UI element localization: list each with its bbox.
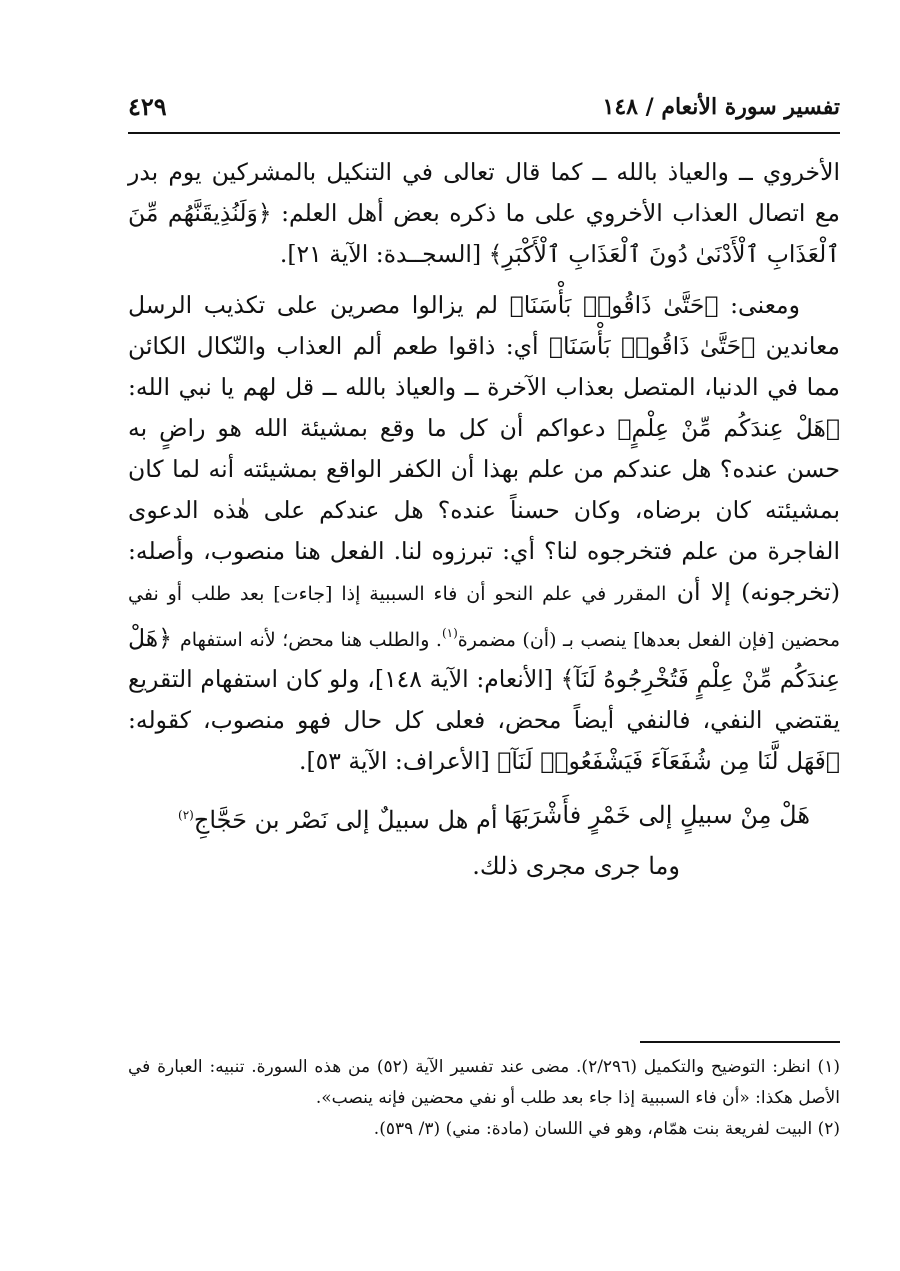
footnote-2: (٢) البيت لفريعة بنت همّام، وهو في اللسان (مادة: مني) (٣/ ٥٣٩). bbox=[373, 1119, 840, 1139]
page-header bbox=[128, 90, 840, 124]
poetry-verse bbox=[128, 792, 840, 889]
paragraph-2-end: ﴿هَلْ عِندَكُم مِّنْ عِلْمٍ فَتُخْرِجُوهُ لَنَآ﴾ [الأنعام: الآية ١٤٨]، ولو كان استفهام التقريع يقتضي النفي، فالنفي أيضاً محض، فعلى كل حال فهو منصوب، كقوله: ﴿فَهَل لَّنَا مِن شُفَعَآءَ فَيَشْفَعُوا۟ لَنَآ﴾ [الأعراف: الآية ٥٣]. bbox=[128, 623, 841, 775]
footnote-1: (١) انظر: التوضيح والتكميل (٢/٢٩٦). مضى عند تفسير الآية (٥٢) من هذه السورة. تنبيه: العبارة في الأصل هكذا: «أن فاء السببية إذا جاء بعد طلب أو نفي محضين فإنه ينصب». bbox=[128, 1057, 840, 1108]
page-number: ٤٢٩ bbox=[128, 92, 167, 121]
paragraph-2-small: المقرر في علم النحو أن فاء السببية إذا [جاءت] بعد طلب أو نفي محضين [فإن الفعل بعدها] ينصب بـ (أن) مضمرة bbox=[128, 583, 840, 651]
footnote-rule bbox=[640, 1041, 840, 1043]
verse-row bbox=[128, 792, 840, 843]
verse-second-half-wrap bbox=[178, 792, 498, 843]
paragraph-2-text: ومعنى: ﴿حَتَّىٰ ذَاقُوا۟ بَأْسَنَا﴾ لم يزالوا مصرين على تكذيب الرسل معاندين ﴿حَتَّىٰ ذَاقُوا۟ بَأْسَنَا﴾ أي: ذاقوا طعم ألم العذاب والنّكال الكائن مما في الدنيا، المتصل بعذاب الآخرة ــ والعياذ بالله ــ قل لهم يا نبي الله: ﴿هَلْ عِندَكُم مِّنْ عِلْمٍ﴾ دعواكم أن كل ما وقع بمشيئة الله هو راضٍ به حسن عنده؟ هل عندكم من علم بهذا أن الكفر الواقع بمشيئته أنه لما كان بمشيئته كان برضاه، وكان حسناً عنده؟ هل عندكم على هٰذه الدعوى الفاجرة من علم فتخرجوه لنا؟ أي: تبرزوه لنا. الفعل هنا منصوب، وأصله: (تخرجونه) إلا أن bbox=[128, 291, 840, 606]
paragraph-2-small-tail: . والطلب هنا محض؛ لأنه استفهام bbox=[179, 628, 442, 651]
verse-second-half: أم هل سبيلٌ إلى نَصْر بن حَجَّاجِ bbox=[193, 805, 498, 834]
header-rule bbox=[128, 132, 840, 134]
footnote-ref-1: (١) bbox=[441, 626, 458, 640]
footnotes bbox=[128, 1052, 840, 1145]
page-header-area bbox=[128, 90, 840, 124]
paragraph-2 bbox=[128, 285, 840, 782]
verse-first-half: هَلْ مِنْ سبيلٍ إلى خَمْرٍ فأَشْرَبَهَا bbox=[504, 800, 810, 829]
closing-line: وما جرى مجرى ذلك. bbox=[472, 851, 680, 880]
main-text bbox=[128, 152, 840, 889]
paragraph-1: الأخروي ــ والعياذ بالله ــ كما قال تعالى في التنكيل بالمشركين يوم بدر مع اتصال العذاب الأخروي على ما ذكره بعض أهل العلم: ﴿وَلَنُذِيقَنَّهُم مِّنَ ٱلْعَذَابِ ٱلْأَدْنَىٰ دُونَ ٱلْعَذَابِ ٱلْأَكْبَرِ﴾ [السجــدة: الآية ٢١]. bbox=[128, 158, 840, 268]
running-title: تفسير سورة الأنعام / ١٤٨ bbox=[602, 94, 840, 120]
footnote-ref-2: (٢) bbox=[178, 807, 194, 822]
